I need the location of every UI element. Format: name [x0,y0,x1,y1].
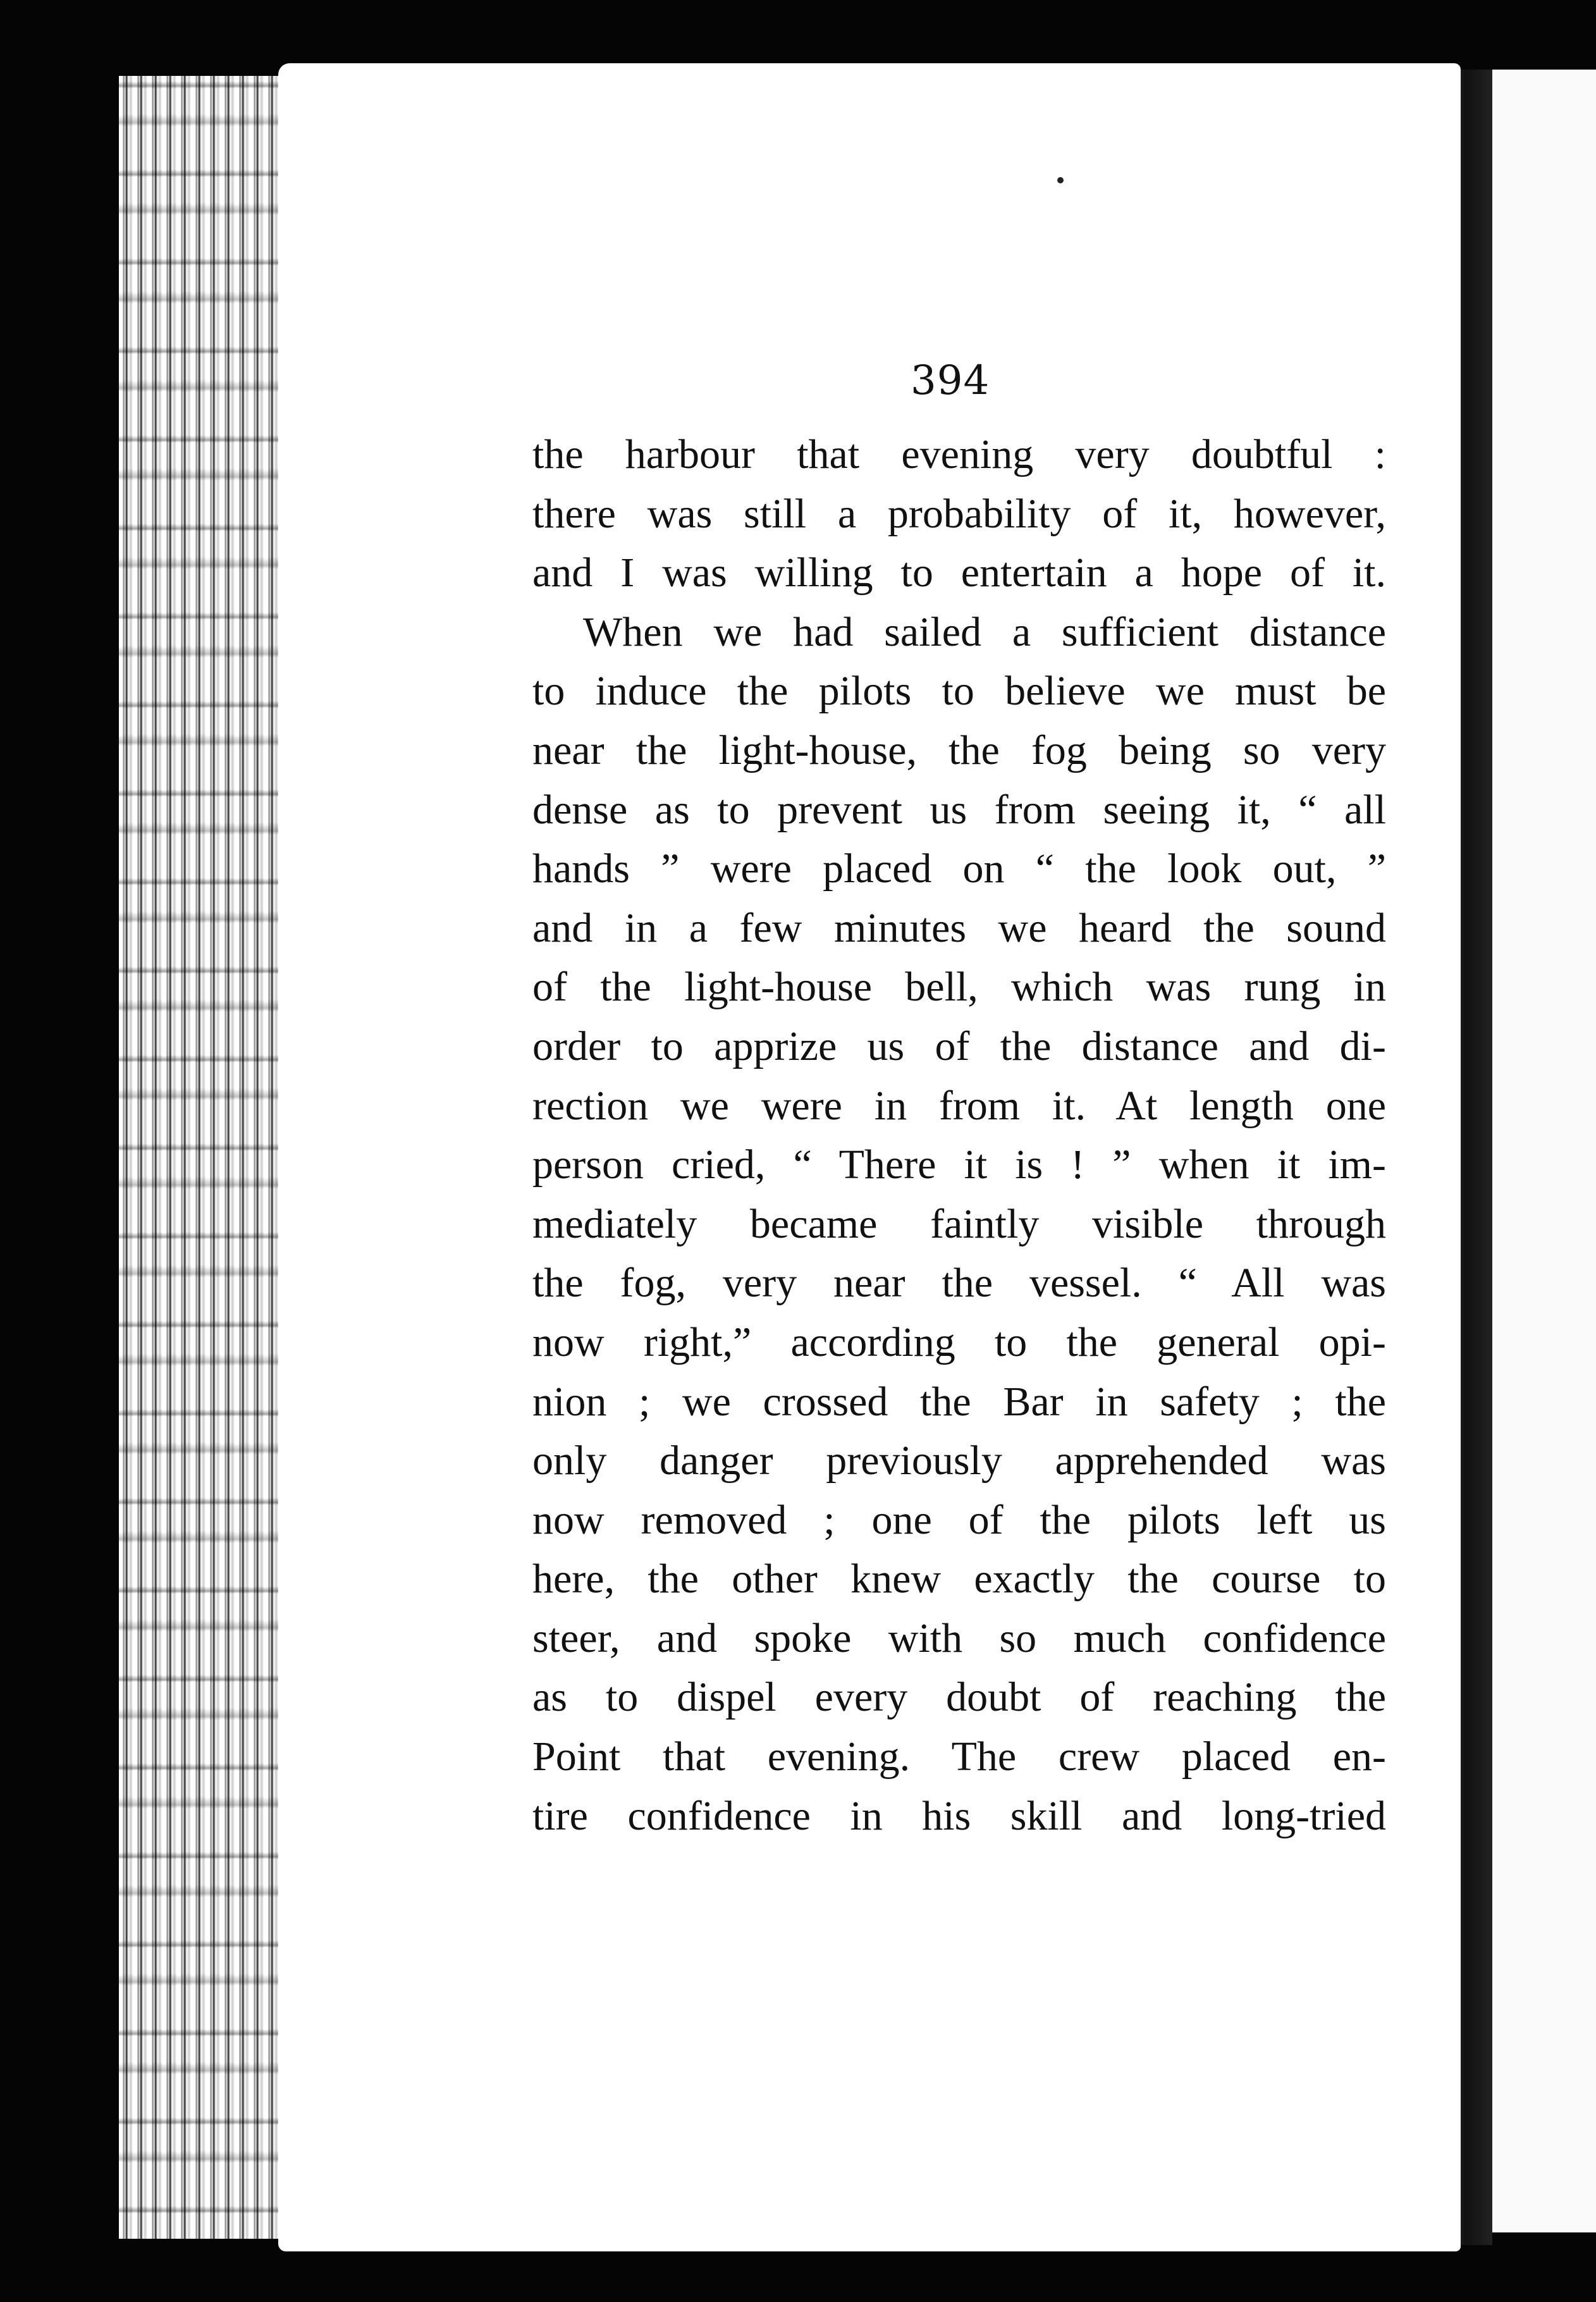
text-line: dense as to prevent us from seeing it, “ all [532,786,1386,833]
text-line: Point that evening. The crew placed en- [532,1733,1386,1780]
ink-speck [1057,177,1064,183]
text-line: steer, and spoke with so much confidence [532,1615,1386,1661]
text-line: the fog, very near the vessel. “ All was [532,1260,1386,1307]
text-line: as to dispel every doubt of reaching the [532,1674,1386,1721]
text-line: rection we were in from it. At length one [532,1082,1386,1129]
text-line: now right,” according to the general opi- [532,1319,1386,1365]
body-text [532,425,1386,1845]
text-line: nion ; we crossed the Bar in safety ; the [532,1378,1386,1425]
text-line: order to apprize us of the distance and di- [532,1023,1386,1069]
page-edge-stack [119,76,296,2239]
text-line: only danger previously apprehended was [532,1437,1386,1484]
text-line: here, the other knew exactly the course to [532,1556,1386,1603]
paragraph-start-line: When we had sailed a sufficient distance [583,608,1386,655]
text-line: and in a few minutes we heard the sound [532,904,1386,951]
text-line: near the light-house, the fog being so very [532,727,1386,773]
text-line: of the light-house bell, which was rung in [532,964,1386,1011]
page-number: 394 [911,357,990,404]
text-line: person cried, “ There it is ! ” when it im- [532,1142,1386,1188]
text-line: mediately became faintly visible through [532,1200,1386,1247]
text-line: hands ” were placed on “ the look out, ” [532,846,1386,892]
adjacent-page-edge [1492,70,1596,2232]
text-line: now removed ; one of the pilots left us [532,1496,1386,1543]
text-line: tire confidence in his skill and long-tried [532,1792,1386,1839]
text-line: and I was willing to entertain a hope of it. [532,550,1386,596]
text-line: to induce the pilots to believe we must be [532,668,1386,715]
text-line: there was still a probability of it, however, [532,490,1386,537]
text-line: the harbour that evening very doubtful : [532,431,1386,477]
